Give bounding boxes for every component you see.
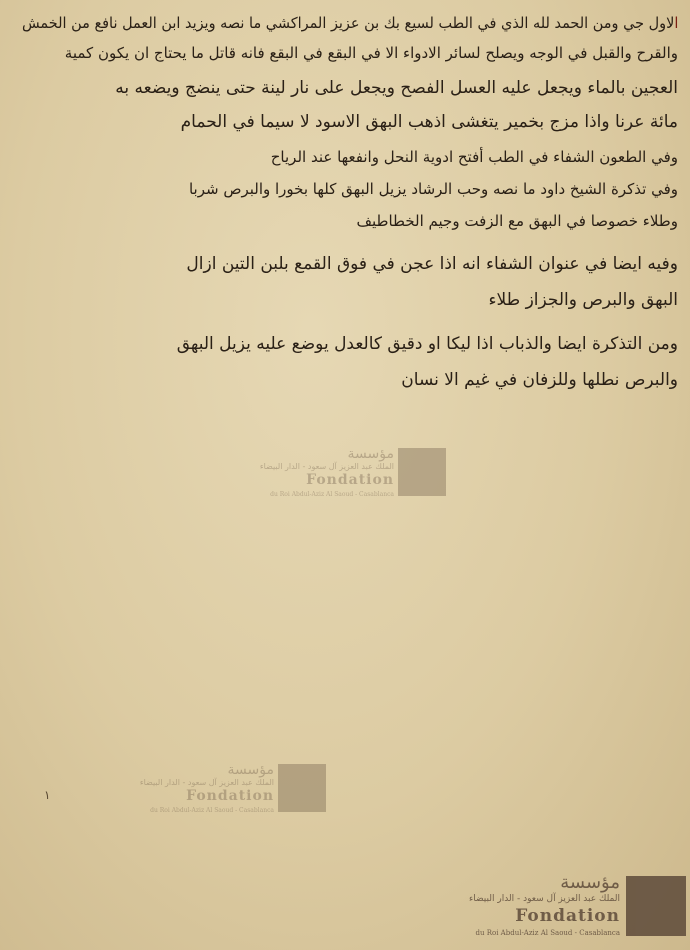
stamp-arabic-title: مؤسسة bbox=[227, 762, 274, 778]
stamp-arabic-title: مؤسسة bbox=[560, 872, 620, 893]
folio-number: ١ bbox=[44, 788, 51, 802]
manuscript-line-10: ومن التذكرة ايضا والذباب اذا ليكا او دقيق كالعدل يوضع عليه يزيل البهق bbox=[176, 334, 678, 354]
foundation-logo-icon bbox=[626, 876, 686, 936]
stamp-latin-subtitle: du Roi Abdul-Aziz Al Saoud - Casablanca bbox=[475, 929, 620, 937]
stamp-latin-title: Fondation bbox=[515, 906, 620, 926]
stamp-arabic-title: مؤسسة bbox=[347, 446, 394, 462]
stamp-arabic-subtitle: الملك عبد العزيز آل سعود - الدار البيضاء bbox=[139, 778, 274, 787]
manuscript-line-8: وفيه ايضا في عنوان الشفاء انه اذا عجن في فوق القمع بلبن التين ازال bbox=[186, 254, 678, 274]
manuscript-line-2: والقرح والقبل في الوجه ويصلح لسائر الادواء الا في البقع في البقع فانه قاتل ما يحتاج ان يكون كمية bbox=[64, 44, 678, 62]
foundation-stamp-1 bbox=[232, 448, 446, 504]
stamp-latin-title: Fondation bbox=[306, 472, 394, 488]
manuscript-line-9: البهق والبرص والجزاز طلاء bbox=[488, 290, 678, 310]
manuscript-line-11: والبرص نطلها وللزفان في غيم الا نسان bbox=[401, 370, 678, 390]
manuscript-line-3: العجين بالماء ويجعل عليه العسل الفصح ويجعل على نار لينة حتى ينضج ويضعه به bbox=[115, 78, 678, 98]
foundation-logo-icon bbox=[278, 764, 326, 812]
manuscript-line-4: مائة عرنا واذا مزج بخمير يتغشى اذهب البهق الاسود لا سيما في الحمام bbox=[180, 112, 678, 132]
foundation-stamp-3 bbox=[420, 872, 686, 944]
stamp-latin-title: Fondation bbox=[186, 788, 274, 804]
manuscript-line-7: وطلاء خصوصا في البهق مع الزفت وجيم الخطاطيف bbox=[356, 212, 678, 230]
foundation-stamp-2 bbox=[110, 764, 326, 822]
stamp-arabic-subtitle: الملك عبد العزيز آل سعود - الدار البيضاء bbox=[469, 894, 620, 904]
foundation-logo-icon bbox=[398, 448, 446, 496]
stamp-latin-subtitle: du Roi Abdul-Aziz Al Saoud - Casablanca bbox=[270, 491, 394, 498]
manuscript-line-6: وفي تذكرة الشيخ داود ما نصه وحب الرشاد يزيل البهق كلها بخورا والبرص شربا bbox=[188, 180, 678, 198]
stamp-arabic-subtitle: الملك عبد العزيز آل سعود - الدار البيضاء bbox=[259, 462, 394, 471]
manuscript-line-1: الاول جي ومن الحمد لله الذي في الطب لسيع بك بن عزيز المراكشي ما نصه ويزيد ابن العمل نافع من الخمش bbox=[21, 14, 678, 32]
stamp-latin-subtitle: du Roi Abdul-Aziz Al Saoud - Casablanca bbox=[150, 807, 274, 814]
manuscript-line-5: وفي الطعون الشفاء في الطب أفتح ادوية النحل وانفعها عند الرياح bbox=[270, 148, 678, 166]
